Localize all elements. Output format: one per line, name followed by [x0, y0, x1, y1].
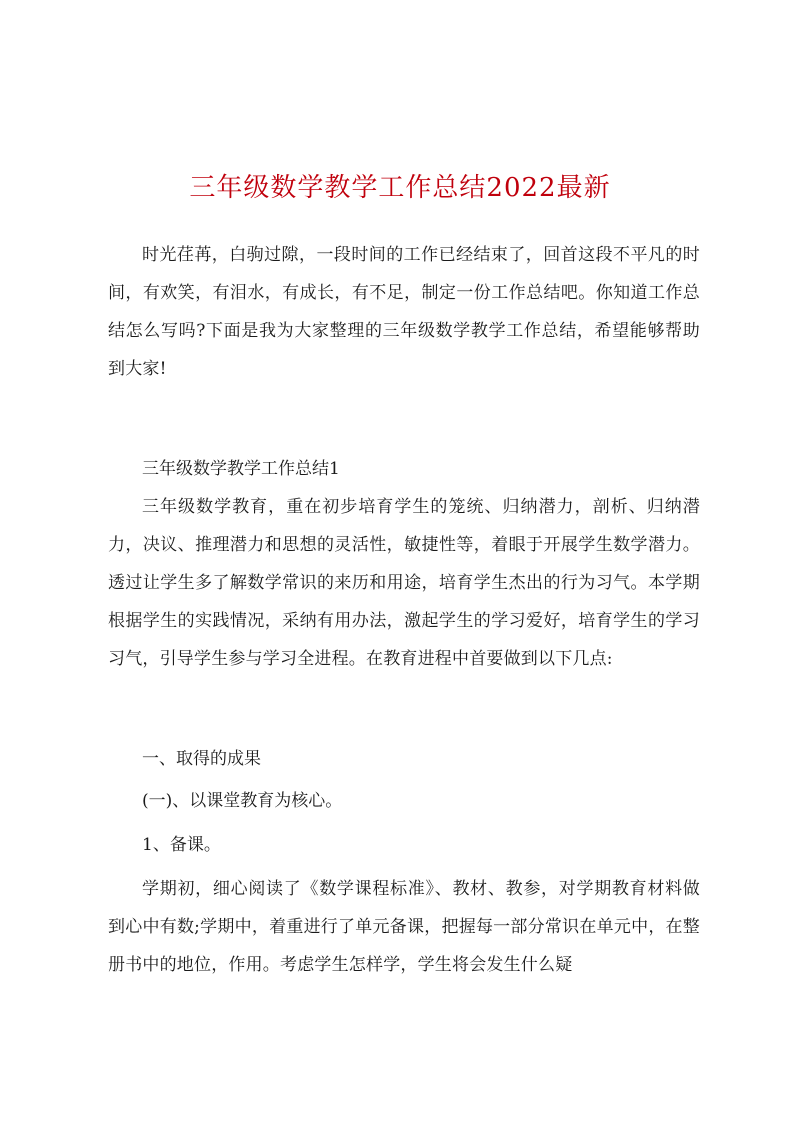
document-title: 三年级数学教学工作总结2022最新 [189, 173, 611, 203]
intro-paragraph: 时光荏苒，白驹过隙，一段时间的工作已经结束了，回首这段不平凡的时间，有欢笑，有泪水，有成长，有不足，制定一份工作总结吧。你知道工作总结怎么写吗?下面是我为大家整理的三年级数学教学工作总结，希望能够帮助到大家! [108, 245, 700, 379]
lesson-prep-paragraph: 学期初，细心阅读了《数学课程标准》、教材、教参，对学期教育材料做到心中有数;学期中，着重进行了单元备课，把握每一部分常识在单元中，在整册书中的地位，作用。考虑学生怎样学，学生将会发生什么疑 [108, 879, 700, 975]
section-paragraph: 三年级数学教育，重在初步培育学生的笼统、归纳潜力，剖析、归纳潜力，决议、推理潜力和思想的灵活性，敏捷性等，着眼于开展学生数学潜力。透过让学生多了解数学常识的来历和用途，培育学生杰出的行为习气。本学期根据学生的实践情况，采纳有用办法，激起学生的学习爱好，培育学生的学习习气，引导学生参与学习全进程。在教育进程中首要做到以下几点: [108, 497, 700, 669]
subheading-classroom: (一)、以课堂教育为核心。 [142, 791, 343, 811]
subheading-lesson-prep: 1、备课。 [142, 835, 221, 855]
subheading-achievements: 一、取得的成果 [142, 749, 261, 769]
section-heading: 三年级数学教学工作总结1 [142, 459, 340, 479]
